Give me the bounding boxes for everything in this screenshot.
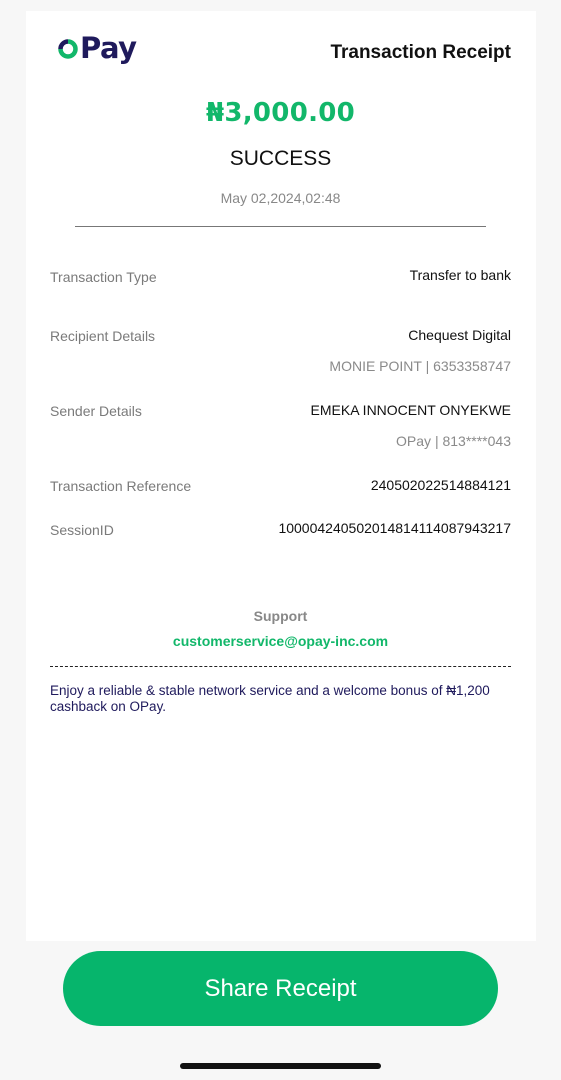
transaction-reference-value[interactable]: 240502022514884121 (370, 477, 511, 493)
share-receipt-button[interactable]: Share Receipt (63, 951, 498, 1026)
recipient-account: MONIE POINT | 6353358747 (329, 358, 511, 374)
transaction-reference-label: Transaction Reference (50, 478, 192, 494)
transaction-amount: ₦3,000.00 (205, 98, 356, 128)
dashed-divider (50, 666, 511, 667)
support-email-link[interactable]: customerservice@opay-inc.com (172, 633, 389, 649)
recipient-details-label: Recipient Details (50, 328, 156, 344)
transaction-datetime: May 02,2024,02:48 (220, 190, 341, 206)
session-id-value[interactable]: 100004240502014814114087943217 (278, 520, 511, 536)
session-id-label: SessionID (50, 522, 114, 538)
promo-text: Enjoy a reliable & stable network service and a welcome bonus of ₦1,200 cashback on OPay. (50, 683, 490, 714)
divider (75, 226, 486, 227)
sender-account: OPay | 813****043 (396, 433, 511, 449)
sender-name: EMEKA INNOCENT ONYEKWE (310, 402, 511, 418)
sender-details-label: Sender Details (50, 403, 142, 419)
logo-text: Pay (80, 31, 137, 65)
transaction-type-label: Transaction Type (50, 269, 157, 285)
transaction-type-value: Transfer to bank (409, 267, 511, 283)
home-indicator[interactable] (180, 1063, 381, 1069)
recipient-name: Chequest Digital (408, 327, 511, 343)
page-title: Transaction Receipt (330, 42, 511, 63)
transaction-status: SUCCESS (229, 147, 332, 170)
opay-logo-icon (58, 39, 78, 59)
support-label: Support (253, 608, 308, 624)
opay-logo (58, 31, 137, 65)
